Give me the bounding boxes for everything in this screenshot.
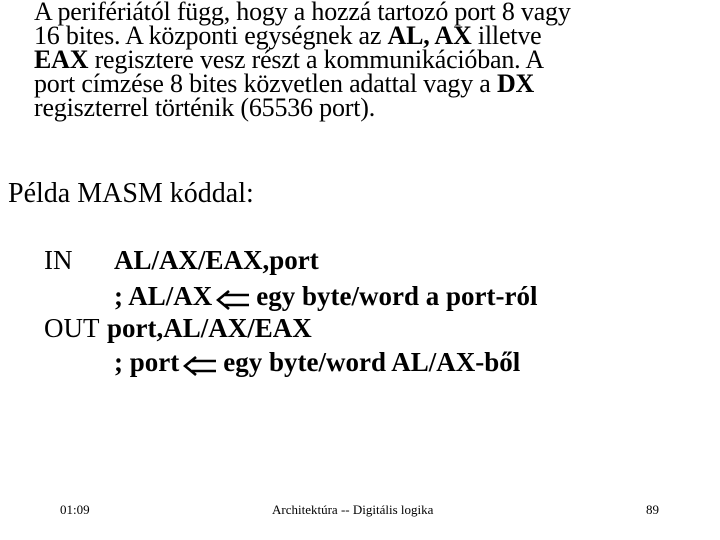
paragraph-text: port címzése 8 bites közvetlen adattal vagy a [34, 69, 497, 98]
left-arrow-icon [183, 356, 217, 376]
left-arrow-icon [216, 290, 250, 310]
paragraph-text: illetve [471, 21, 542, 50]
paragraph-text: 16 bites. A központi egységnek az [34, 21, 388, 50]
footer-page-number: 89 [646, 502, 659, 517]
out-comment-text: egy byte/word AL/AX-ből [223, 347, 521, 377]
instruction-out-operands: port,AL/AX/EAX [107, 313, 312, 343]
instruction-in: IN [44, 245, 73, 275]
example-heading: Példa MASM kóddal: [8, 178, 254, 209]
paragraph-line-5: regiszterrel történik (65536 port). [34, 93, 375, 122]
paragraph-text: regisztere vesz részt a kommunikációban. A [88, 45, 544, 74]
out-comment [114, 346, 520, 378]
footer-time: 01:09 [60, 502, 90, 517]
in-comment-text: egy byte/word a port-ról [256, 281, 538, 311]
register-name-dx: DX [496, 69, 535, 98]
in-comment [114, 280, 537, 312]
in-comment-register: ; AL/AX [114, 281, 213, 311]
out-comment-register: ; port [114, 347, 180, 377]
register-name-eax: EAX [34, 45, 89, 74]
paragraph-line-1: A perifériától függ, hogy a hozzá tartozó port 8 vagy [34, 0, 571, 26]
footer-title: Architektúra -- Digitális logika [272, 502, 434, 517]
instruction-in-operands: AL/AX/EAX,port [114, 245, 319, 275]
intro-paragraph [34, 0, 694, 120]
register-names-al-ax: AL, AX [387, 21, 472, 50]
instruction-out: OUT [44, 313, 100, 343]
